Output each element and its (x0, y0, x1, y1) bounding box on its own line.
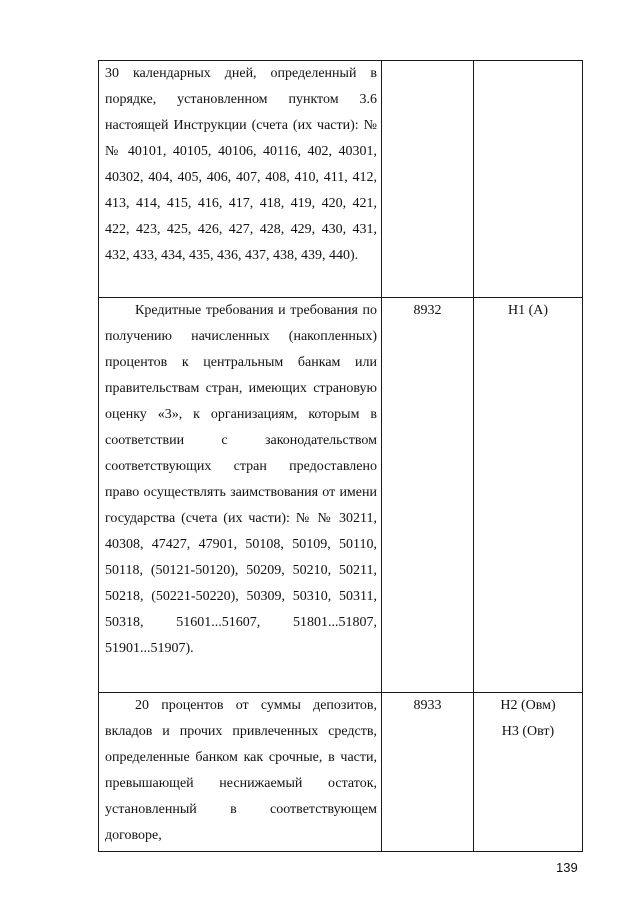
row-description-cell (99, 693, 382, 852)
row-description-cell (99, 61, 382, 298)
normative-cell (474, 61, 583, 298)
table-row (99, 61, 583, 298)
normative-label: Н2 (Овм) (500, 698, 556, 713)
normative-cell (474, 693, 583, 852)
table-row (99, 298, 583, 693)
account-code-cell (382, 61, 474, 298)
normative-label: Н1 (А) (507, 303, 549, 318)
page-number: 139 (556, 860, 578, 875)
normatives-table (98, 60, 583, 852)
row-description-cell (99, 298, 382, 693)
account-code: 8933 (413, 698, 442, 713)
normative-cell (474, 298, 583, 693)
account-code-cell (382, 298, 474, 693)
row-description-text: 30 календарных дней, определенный в порядке, установленном пунктом 3.6 настоящей Инструкции (счета (их части): № № 40101, 40105, 40106, 40116, 402, 40301, 40302, 404, 405, 406, 407, 408, 410, 411, 412, 413, 414, 415, 416, 417, 418, 419, 420, 421, 422, 423, 425, 426, 427, 428, 429, 430, 431, 432, 433, 434, 435, 436, 437, 438, 439, 440). (105, 66, 377, 263)
account-code-cell (382, 693, 474, 852)
row-description-text: Кредитные требования и требования по получению начисленных (накопленных) процентов к центральным банкам или правительствам стран, имеющих страновую оценку «3», к организациям, которым в соответствии с законодательством соответствующих стран предоставлено право осуществлять заимствования от имени государства (счета (их части): № № 30211, 40308, 47427, 47901, 50108, 50109, 50110, 50118, (50121-50120), 50209, 50210, 50211, 50218, (50221-50220), 50309, 50310, 50311, 50318, 51601...51607, 51801...51807, 51901...51907). (105, 303, 377, 656)
account-code: 8932 (413, 303, 442, 318)
normative-label: Н3 (Овт) (501, 724, 555, 739)
row-description-text: 20 процентов от суммы депозитов, вкладов и прочих привлеченных средств, определенные банком как срочные, в части, превышающей неснижаемый остаток, установленный в соответствующем договоре, (105, 698, 377, 843)
table-row (99, 693, 583, 852)
